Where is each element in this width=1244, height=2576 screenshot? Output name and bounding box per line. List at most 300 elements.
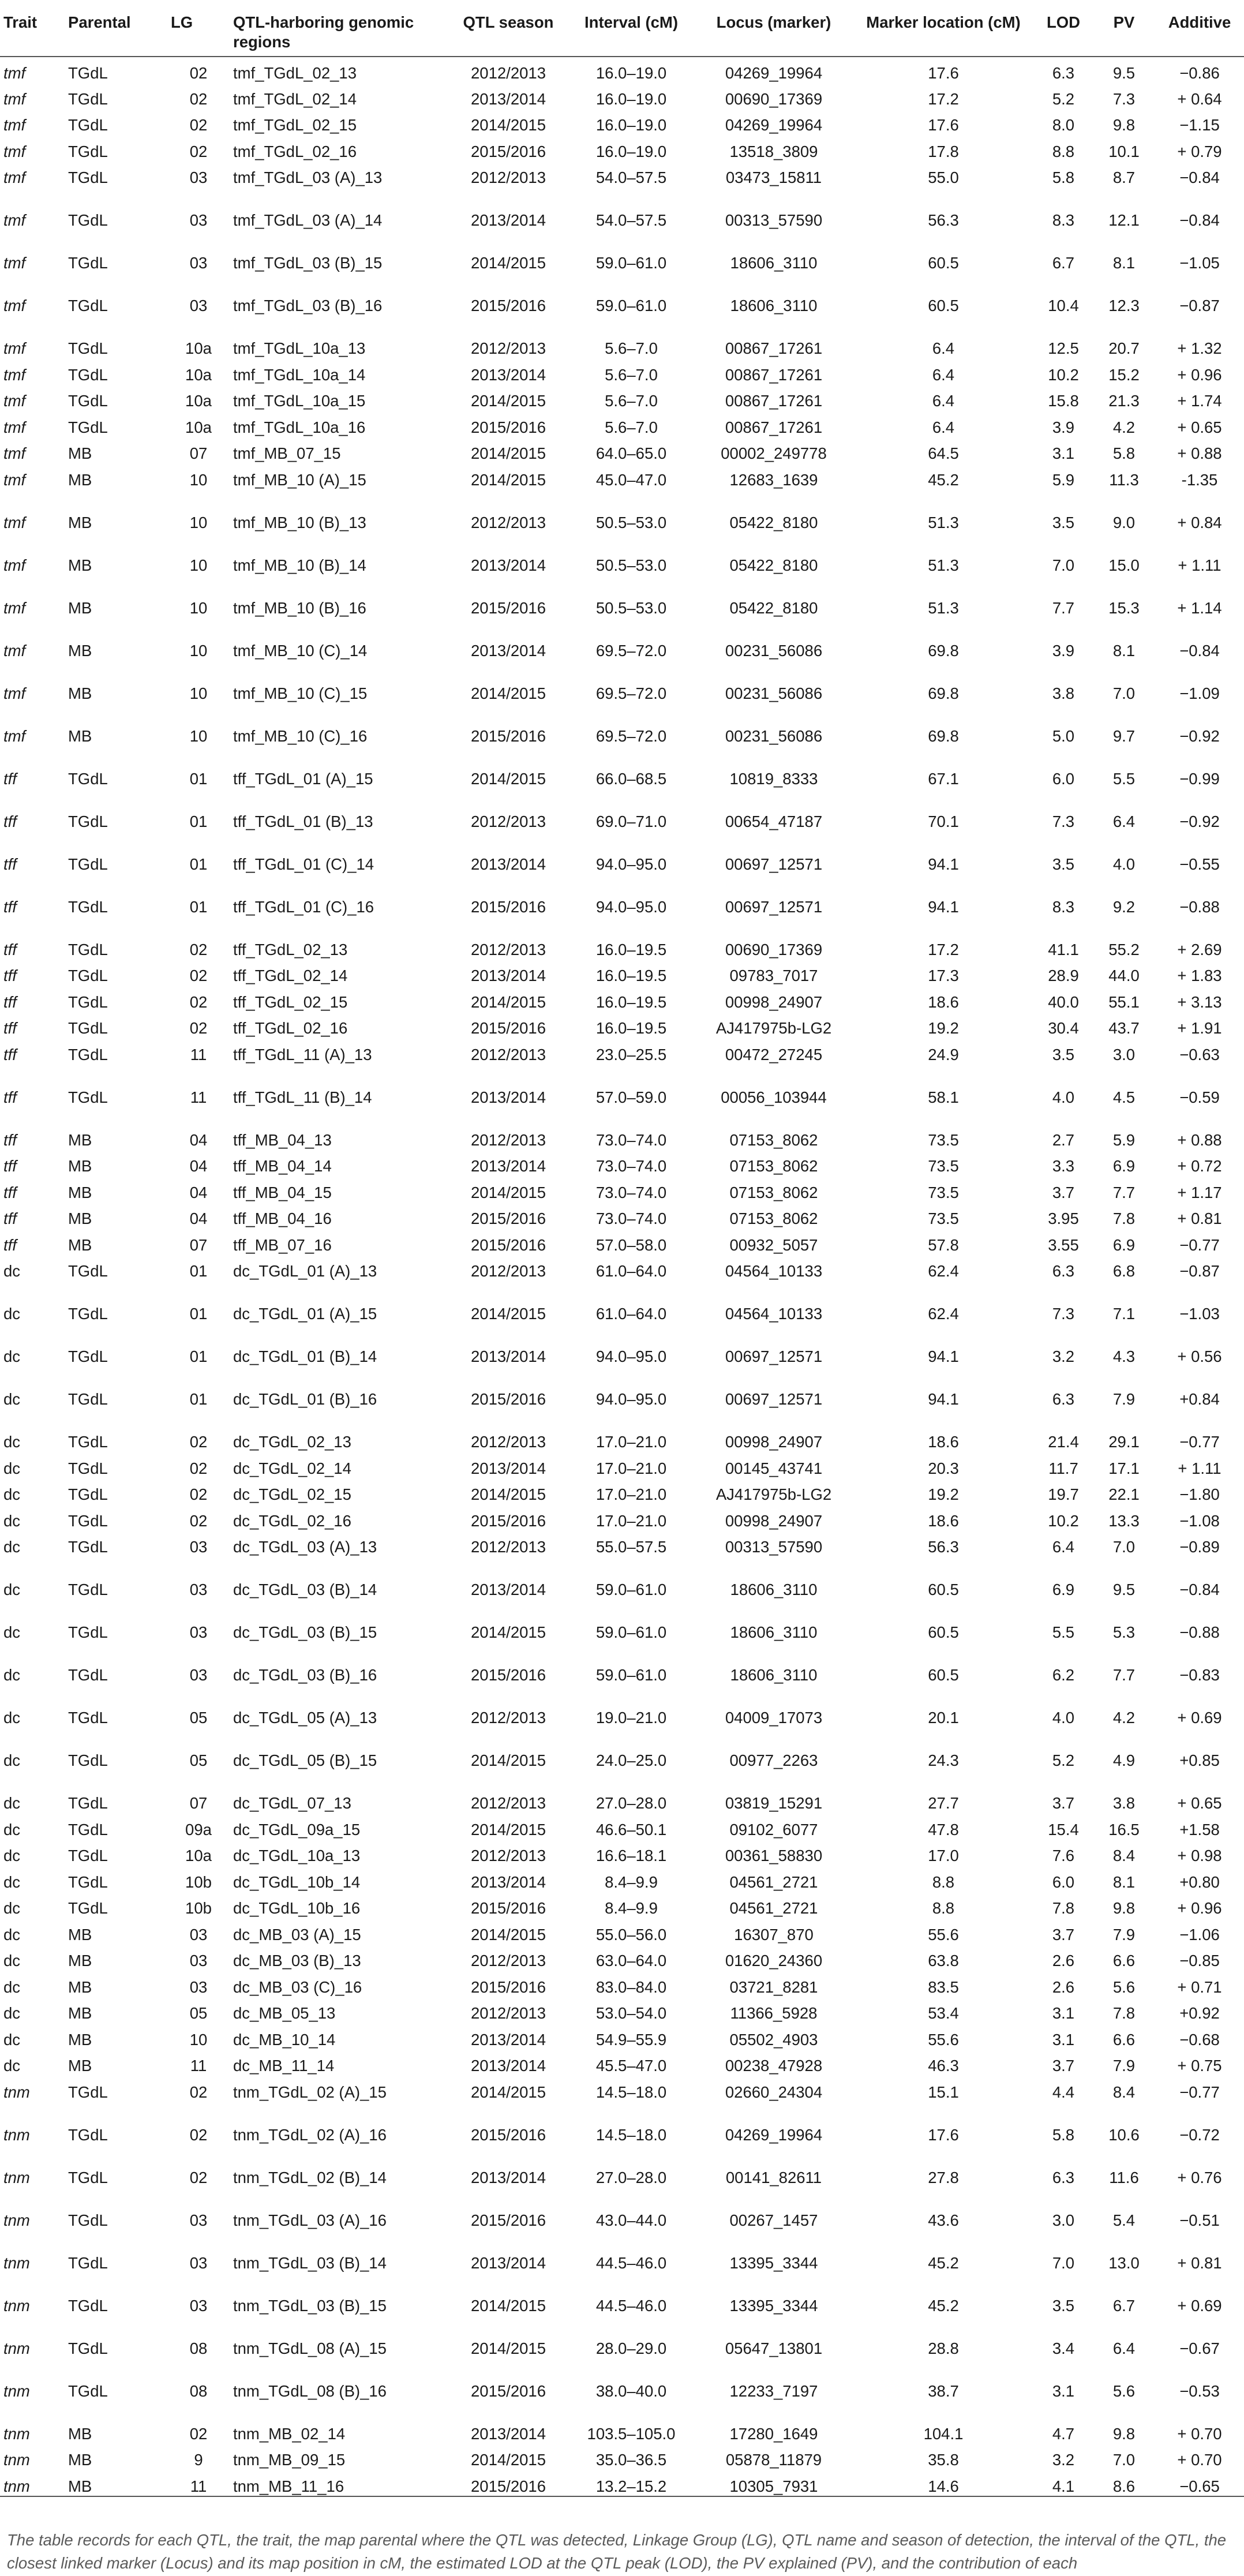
cell-trait: tff xyxy=(3,1045,17,1064)
table-row xyxy=(0,960,1244,986)
cell-qtl-region: tff_MB_04_13 xyxy=(233,1130,332,1149)
cell-interval: 69.0–71.0 xyxy=(595,812,667,830)
cell-marker-location: 51.3 xyxy=(928,598,959,617)
cell-interval: 5.6–7.0 xyxy=(605,418,658,436)
table-row xyxy=(0,2290,1244,2332)
col-header-parental: Parental xyxy=(65,0,167,57)
cell-interval: 24.0–25.0 xyxy=(595,1751,667,1769)
cell-parental: TGdL xyxy=(68,2339,108,2357)
cell-trait: tnm xyxy=(3,2382,30,2400)
table-row xyxy=(0,204,1244,247)
cell-locus: 13395_3344 xyxy=(729,2296,818,2315)
cell-pv: 6.8 xyxy=(1112,1262,1136,1280)
cell-lg: 02 xyxy=(189,1019,208,1037)
cell-pv: 11.6 xyxy=(1109,2168,1139,2186)
table-row xyxy=(0,411,1244,438)
cell-lg: 03 xyxy=(189,1666,208,1684)
cell-additive: + 1.11 xyxy=(1178,556,1221,574)
cell-marker-location: 55.6 xyxy=(928,1925,959,1944)
cell-season: 2013/2014 xyxy=(471,2253,546,2272)
cell-trait: tmf xyxy=(3,116,26,134)
cell-trait: dc xyxy=(3,1847,21,1864)
cell-parental: TGdL xyxy=(68,365,108,384)
cell-trait: tff xyxy=(3,940,17,958)
cell-trait: tmf xyxy=(3,556,26,574)
table-row xyxy=(0,2247,1244,2290)
cell-parental: TGdL xyxy=(68,855,108,873)
cell-locus: 07153_8062 xyxy=(729,1183,818,1201)
cell-lg: 10 xyxy=(189,2030,208,2049)
cell-marker-location: 17.8 xyxy=(928,142,959,160)
cell-lod: 3.5 xyxy=(1052,513,1075,531)
table-row xyxy=(0,1616,1244,1659)
cell-lod: 6.4 xyxy=(1052,1538,1075,1556)
cell-marker-location: 60.5 xyxy=(928,297,959,314)
cell-season: 2013/2014 xyxy=(471,211,546,229)
cell-lg: 02 xyxy=(189,64,208,82)
cell-parental: TGdL xyxy=(68,1820,108,1839)
cell-season: 2014/2015 xyxy=(471,1820,546,1839)
cell-lg: 10a xyxy=(185,1847,212,1864)
cell-lg: 09a xyxy=(185,1820,212,1839)
cell-interval: 50.5–53.0 xyxy=(595,513,667,531)
cell-parental: TGdL xyxy=(68,1088,108,1106)
cell-lod: 5.2 xyxy=(1052,89,1075,108)
cell-marker-location: 73.5 xyxy=(928,1183,959,1201)
cell-lod: 3.4 xyxy=(1052,2339,1075,2357)
cell-interval: 16.0–19.0 xyxy=(595,64,667,82)
cell-qtl-region: tnm_TGdL_03 (B)_14 xyxy=(233,2253,387,2272)
cell-season: 2014/2015 xyxy=(471,1485,546,1503)
table-row xyxy=(0,2375,1244,2418)
cell-additive: + 0.64 xyxy=(1177,89,1222,108)
cell-parental: TGdL xyxy=(68,297,108,314)
cell-lod: 4.4 xyxy=(1052,2083,1075,2101)
cell-pv: 17.1 xyxy=(1108,1459,1140,1477)
cell-locus: AJ417975b-LG2 xyxy=(715,1485,832,1503)
cell-parental: TGdL xyxy=(68,1709,108,1727)
cell-marker-location: 51.3 xyxy=(928,513,959,531)
cell-lod: 3.9 xyxy=(1052,418,1075,436)
cell-qtl-region: tmf_TGdL_03 (B)_16 xyxy=(233,297,383,314)
cell-qtl-region: dc_MB_03 (A)_15 xyxy=(233,1925,361,1944)
cell-lod: 15.4 xyxy=(1048,1820,1079,1839)
cell-locus: 18606_3110 xyxy=(730,1666,818,1684)
col-header-pv: PV xyxy=(1093,0,1155,57)
cell-season: 2014/2015 xyxy=(471,2083,546,2101)
table-row xyxy=(0,1787,1244,1814)
cell-interval: 94.0–95.0 xyxy=(595,897,667,916)
cell-qtl-region: tnm_MB_02_14 xyxy=(233,2424,346,2443)
cell-parental: TGdL xyxy=(68,1847,108,1864)
table-row xyxy=(0,1039,1244,1081)
cell-lod: 5.5 xyxy=(1052,1623,1075,1641)
cell-pv: 15.3 xyxy=(1108,598,1140,617)
cell-parental: MB xyxy=(68,684,92,702)
cell-lod: 6.2 xyxy=(1052,1666,1075,1684)
cell-qtl-region: tmf_TGdL_02_14 xyxy=(233,89,357,108)
cell-qtl-region: dc_TGdL_10b_14 xyxy=(233,1873,361,1891)
table-row xyxy=(0,136,1244,162)
cell-season: 2012/2013 xyxy=(471,1130,546,1149)
cell-trait: tnm xyxy=(3,2339,30,2357)
cell-lg: 01 xyxy=(189,855,208,873)
cell-season: 2014/2015 xyxy=(471,1623,546,1641)
cell-pv: 3.0 xyxy=(1112,1045,1136,1064)
cell-lg: 10a xyxy=(185,418,212,436)
cell-qtl-region: tmf_MB_10 (B)_13 xyxy=(233,513,366,531)
cell-interval: 17.0–21.0 xyxy=(595,1511,667,1530)
cell-qtl-region: dc_TGdL_03 (B)_16 xyxy=(233,1666,377,1684)
cell-marker-location: 94.1 xyxy=(928,897,959,916)
cell-trait: tmf xyxy=(3,684,26,702)
cell-additive: -1.35 xyxy=(1181,470,1218,489)
cell-additive: + 0.98 xyxy=(1177,1847,1222,1864)
cell-season: 2013/2014 xyxy=(471,2168,546,2186)
cell-trait: tff xyxy=(3,1130,17,1149)
table-row xyxy=(0,2162,1244,2204)
cell-season: 2015/2016 xyxy=(471,1511,546,1530)
cell-lg: 03 xyxy=(189,211,208,229)
cell-trait: tmf xyxy=(3,598,26,617)
cell-season: 2012/2013 xyxy=(471,1538,546,1556)
cell-locus: 03473_15811 xyxy=(725,169,822,186)
cell-parental: TGdL xyxy=(68,1305,108,1323)
cell-additive: −0.89 xyxy=(1179,1538,1220,1556)
cell-trait: dc xyxy=(3,1794,21,1812)
cell-locus: 05422_8180 xyxy=(729,598,818,617)
table-row xyxy=(0,437,1244,464)
cell-interval: 27.0–28.0 xyxy=(595,1794,667,1812)
table-row xyxy=(0,2204,1244,2247)
cell-pv: 11.3 xyxy=(1109,470,1139,489)
cell-interval: 59.0–61.0 xyxy=(595,254,667,272)
cell-interval: 44.5–46.0 xyxy=(595,2296,667,2315)
table-row xyxy=(0,848,1244,891)
cell-marker-location: 69.8 xyxy=(928,727,959,745)
cell-additive: + 0.56 xyxy=(1177,1347,1222,1365)
cell-locus: 02660_24304 xyxy=(725,2083,823,2101)
cell-trait: tff xyxy=(3,1183,17,1201)
cell-marker-location: 45.2 xyxy=(928,470,959,489)
cell-locus: 01620_24360 xyxy=(725,1952,823,1970)
cell-marker-location: 63.8 xyxy=(928,1952,959,1970)
cell-lod: 2.6 xyxy=(1052,1978,1075,1996)
cell-lg: 01 xyxy=(189,1262,208,1280)
cell-lg: 01 xyxy=(189,1305,208,1323)
col-header-marker-location: Marker location (cM) xyxy=(853,0,1034,57)
cell-additive: −0.59 xyxy=(1179,1088,1220,1106)
cell-marker-location: 28.8 xyxy=(928,2339,959,2357)
cell-parental: TGdL xyxy=(68,254,108,272)
cell-season: 2015/2016 xyxy=(471,2125,546,2144)
cell-lod: 3.7 xyxy=(1052,1925,1075,1944)
cell-qtl-region: dc_TGdL_03 (B)_14 xyxy=(233,1581,377,1598)
cell-additive: + 0.70 xyxy=(1177,2451,1222,2469)
cell-parental: TGdL xyxy=(68,392,108,410)
cell-additive: −1.03 xyxy=(1179,1305,1220,1323)
cell-locus: 04009_17073 xyxy=(725,1709,823,1727)
cell-trait: dc xyxy=(3,1511,21,1530)
cell-interval: 16.0–19.0 xyxy=(595,116,667,134)
cell-interval: 16.0–19.0 xyxy=(595,142,667,160)
cell-marker-location: 94.1 xyxy=(928,1347,959,1365)
cell-additive: −0.55 xyxy=(1179,855,1220,873)
cell-parental: MB xyxy=(68,2424,92,2443)
cell-additive: −0.88 xyxy=(1179,1623,1220,1641)
cell-qtl-region: tnm_TGdL_03 (B)_15 xyxy=(233,2296,387,2315)
cell-locus: 04269_19964 xyxy=(725,2125,823,2144)
cell-parental: TGdL xyxy=(68,1390,108,1408)
cell-pv: 13.0 xyxy=(1108,2253,1140,2272)
cell-trait: tff xyxy=(3,1088,17,1106)
cell-locus: 13395_3344 xyxy=(729,2253,818,2272)
cell-pv: 6.9 xyxy=(1112,1235,1136,1254)
cell-locus: 18606_3110 xyxy=(730,254,818,272)
cell-season: 2012/2013 xyxy=(471,1045,546,1064)
cell-trait: tff xyxy=(3,855,17,873)
cell-locus: 04564_10133 xyxy=(725,1262,823,1280)
cell-marker-location: 45.2 xyxy=(928,2296,959,2315)
cell-season: 2014/2015 xyxy=(471,2296,546,2315)
cell-trait: tmf xyxy=(3,211,26,229)
cell-parental: MB xyxy=(68,1952,92,1970)
cell-season: 2012/2013 xyxy=(471,812,546,830)
cell-marker-location: 104.1 xyxy=(923,2424,964,2443)
cell-trait: dc xyxy=(3,1899,21,1917)
table-row xyxy=(0,507,1244,549)
cell-qtl-region: tnm_MB_11_16 xyxy=(230,2470,449,2497)
cell-lod: 19.7 xyxy=(1048,1485,1079,1503)
table-row xyxy=(0,2470,1244,2497)
cell-additive: +0.85 xyxy=(1179,1751,1220,1769)
table-row xyxy=(0,1892,1244,1919)
cell-lod: 4.1 xyxy=(1034,2470,1093,2497)
col-header-trait: Trait xyxy=(0,0,65,57)
cell-marker-location: 17.6 xyxy=(928,2125,959,2144)
cell-trait: tmf xyxy=(3,254,26,272)
cell-season: 2015/2016 xyxy=(471,1210,546,1227)
cell-season: 2012/2013 xyxy=(471,1433,546,1451)
cell-pv: 5.9 xyxy=(1112,1130,1136,1149)
table-row xyxy=(0,1081,1244,1124)
cell-interval: 73.0–74.0 xyxy=(595,1210,667,1227)
cell-trait: tmf xyxy=(3,418,26,436)
cell-parental: TGdL xyxy=(68,769,108,788)
table-row xyxy=(0,720,1244,763)
cell-season: 2012/2013 xyxy=(471,64,546,82)
cell-parental: TGdL xyxy=(68,1751,108,1769)
cell-lod: 10.2 xyxy=(1048,1511,1079,1530)
cell-trait: tmf xyxy=(3,513,26,531)
cell-locus: 00998_24907 xyxy=(725,1511,823,1530)
cell-locus: 03819_15291 xyxy=(725,1794,823,1812)
cell-parental: MB xyxy=(68,2451,92,2469)
cell-trait: tmf xyxy=(3,89,26,108)
cell-interval: 83.0–84.0 xyxy=(595,1978,667,1996)
cell-qtl-region: dc_TGdL_09a_15 xyxy=(233,1820,361,1839)
cell-marker-location: 53.4 xyxy=(928,2004,959,2022)
cell-lg: 03 xyxy=(189,1581,208,1598)
cell-locus: 09102_6077 xyxy=(729,1820,818,1839)
cell-lod: 6.9 xyxy=(1052,1581,1075,1598)
table-caption: The table records for each QTL, the trait, the map parental where the QTL was detected, Linkage Group (LG), QTL name and season of detection, the interval of the QTL, the closest linked marker (Locus) and its map position in cM, the estimated LOD at the QTL peak (LOD), the PV explained (PV), and the contribution of each xyxy=(7,2531,1227,2572)
cell-locus: 17280_1649 xyxy=(729,2424,818,2443)
cell-locus: 05502_4903 xyxy=(729,2030,818,2049)
cell-additive: + 0.70 xyxy=(1177,2424,1222,2443)
cell-parental: TGdL xyxy=(68,967,108,984)
cell-season: 2014/2015 xyxy=(471,1751,546,1769)
cell-lg: 04 xyxy=(189,1157,208,1175)
cell-trait: dc xyxy=(3,1262,21,1280)
cell-lg: 11 xyxy=(190,1045,207,1064)
cell-locus: 00231_56086 xyxy=(725,641,823,660)
cell-pv: 55.2 xyxy=(1108,940,1140,958)
table-row xyxy=(0,57,1244,83)
cell-lod: 11.7 xyxy=(1048,1459,1078,1477)
cell-interval: 45.5–47.0 xyxy=(595,2057,667,2075)
cell-interval: 59.0–61.0 xyxy=(595,1666,667,1684)
cell-lg: 11 xyxy=(190,1088,207,1106)
cell-season: 2015/2016 xyxy=(471,418,546,436)
cell-pv: 44.0 xyxy=(1108,967,1140,984)
cell-interval: 16.0–19.5 xyxy=(595,940,667,958)
cell-lg: 03 xyxy=(189,1925,208,1944)
cell-lod: 3.5 xyxy=(1052,2296,1075,2315)
cell-interval: 94.0–95.0 xyxy=(595,1390,667,1408)
cell-pv: 8.4 xyxy=(1112,1847,1136,1864)
cell-qtl-region: dc_TGdL_05 (A)_13 xyxy=(233,1709,377,1727)
cell-locus: 00867_17261 xyxy=(725,392,823,410)
cell-parental: TGdL xyxy=(68,1899,108,1917)
table-row xyxy=(0,806,1244,848)
cell-trait: tnm xyxy=(3,2424,30,2443)
cell-lg: 02 xyxy=(189,1433,208,1451)
cell-parental: TGdL xyxy=(68,1511,108,1530)
cell-lod: 40.0 xyxy=(1048,993,1079,1011)
cell-qtl-region: dc_TGdL_01 (A)_15 xyxy=(233,1305,377,1323)
cell-lod: 5.8 xyxy=(1052,2125,1075,2144)
cell-lg: 01 xyxy=(189,769,208,788)
cell-parental: TGdL xyxy=(68,2125,108,2144)
cell-additive: + 0.81 xyxy=(1177,1210,1222,1227)
cell-lod: 6.3 xyxy=(1052,64,1075,82)
cell-locus: 00697_12571 xyxy=(725,1390,823,1408)
cell-lod: 3.9 xyxy=(1052,641,1075,660)
cell-additive: −0.68 xyxy=(1179,2030,1220,2049)
cell-lg: 03 xyxy=(189,254,208,272)
cell-qtl-region: dc_MB_05_13 xyxy=(233,2004,336,2022)
cell-additive: + 0.65 xyxy=(1177,418,1222,436)
col-header-lg: LG xyxy=(167,0,230,57)
cell-parental: MB xyxy=(68,1183,92,1201)
cell-lod: 3.2 xyxy=(1052,2451,1075,2469)
cell-additive: + 0.72 xyxy=(1177,1157,1222,1175)
cell-parental: MB xyxy=(68,1925,92,1944)
cell-season: 2015/2016 xyxy=(471,2211,546,2229)
cell-season: 2014/2015 xyxy=(471,1183,546,1201)
cell-qtl-region: tff_TGdL_01 (A)_15 xyxy=(233,769,373,788)
cell-lg: 05 xyxy=(189,2004,208,2022)
cell-lod: 12.5 xyxy=(1048,339,1079,357)
cell-trait: tnm xyxy=(3,2296,30,2315)
cell-lg: 10 xyxy=(189,470,208,489)
cell-trait: dc xyxy=(3,1709,21,1727)
cell-additive: + 1.11 xyxy=(1178,1459,1221,1477)
cell-trait: tff xyxy=(3,993,17,1011)
table-row xyxy=(0,549,1244,592)
table-row xyxy=(0,464,1244,507)
cell-parental: TGdL xyxy=(68,1045,108,1064)
cell-interval: 17.0–21.0 xyxy=(595,1459,667,1477)
cell-qtl-region: dc_TGdL_02_13 xyxy=(233,1433,351,1451)
cell-marker-location: 57.8 xyxy=(928,1235,959,1254)
cell-pv: 10.1 xyxy=(1108,142,1140,160)
cell-locus: 00313_57590 xyxy=(725,211,823,229)
cell-additive: −0.63 xyxy=(1179,1045,1220,1064)
cell-lod: 4.0 xyxy=(1052,1088,1075,1106)
cell-pv: 5.5 xyxy=(1112,769,1136,788)
cell-marker-location: 60.5 xyxy=(928,1581,959,1598)
cell-trait: dc xyxy=(3,1485,21,1503)
cell-lg: 02 xyxy=(189,940,208,958)
cell-lg: 02 xyxy=(189,142,208,160)
cell-pv: 10.6 xyxy=(1108,2125,1140,2144)
cell-interval: 50.5–53.0 xyxy=(595,556,667,574)
cell-qtl-region: dc_TGdL_03 (B)_15 xyxy=(233,1623,377,1641)
cell-lod: 21.4 xyxy=(1048,1433,1079,1451)
cell-parental: TGdL xyxy=(68,1623,108,1641)
cell-pv: 6.4 xyxy=(1112,2339,1136,2357)
cell-season: 2014/2015 xyxy=(471,470,546,489)
cell-additive: +0.80 xyxy=(1179,1873,1220,1891)
cell-parental: TGdL xyxy=(68,2296,108,2315)
cell-season: 2015/2016 xyxy=(471,1019,546,1037)
cell-marker-location: 27.7 xyxy=(928,1794,959,1812)
cell-trait: dc xyxy=(3,1538,21,1556)
cell-lg: 9 xyxy=(194,2451,203,2469)
cell-locus: 00932_5057 xyxy=(729,1235,818,1254)
cell-trait: dc xyxy=(3,2057,21,2075)
cell-qtl-region: tnm_TGdL_08 (A)_15 xyxy=(233,2339,387,2357)
cell-marker-location: 60.5 xyxy=(928,1623,959,1641)
cell-pv: 8.6 xyxy=(1093,2470,1155,2497)
cell-season: 2014/2015 xyxy=(471,444,546,462)
cell-parental: TGdL xyxy=(68,339,108,357)
table-row xyxy=(0,1478,1244,1505)
cell-trait: tff xyxy=(3,1210,17,1227)
cell-pv: 9.5 xyxy=(1112,1581,1136,1598)
cell-trait: dc xyxy=(3,1305,21,1323)
cell-season: 2012/2013 xyxy=(471,339,546,357)
cell-parental: MB xyxy=(68,444,92,462)
cell-marker-location: 45.2 xyxy=(928,2253,959,2272)
cell-interval: 59.0–61.0 xyxy=(595,1623,667,1641)
cell-additive: −0.53 xyxy=(1179,2382,1220,2400)
cell-trait: dc xyxy=(3,1873,21,1891)
cell-parental: MB xyxy=(68,598,92,617)
cell-parental: MB xyxy=(68,2030,92,2049)
cell-locus: 00361_58830 xyxy=(725,1847,823,1864)
cell-trait: tff xyxy=(3,812,17,830)
cell-interval: 8.4–9.9 xyxy=(605,1899,658,1917)
cell-qtl-region: tmf_TGdL_03 (A)_14 xyxy=(233,211,383,229)
cell-interval: 8.4–9.9 xyxy=(605,1873,658,1891)
cell-season: 2012/2013 xyxy=(471,1952,546,1970)
cell-lod: 3.1 xyxy=(1052,2030,1075,2049)
cell-season: 2014/2015 xyxy=(471,2339,546,2357)
cell-additive: −1.08 xyxy=(1179,1511,1220,1530)
